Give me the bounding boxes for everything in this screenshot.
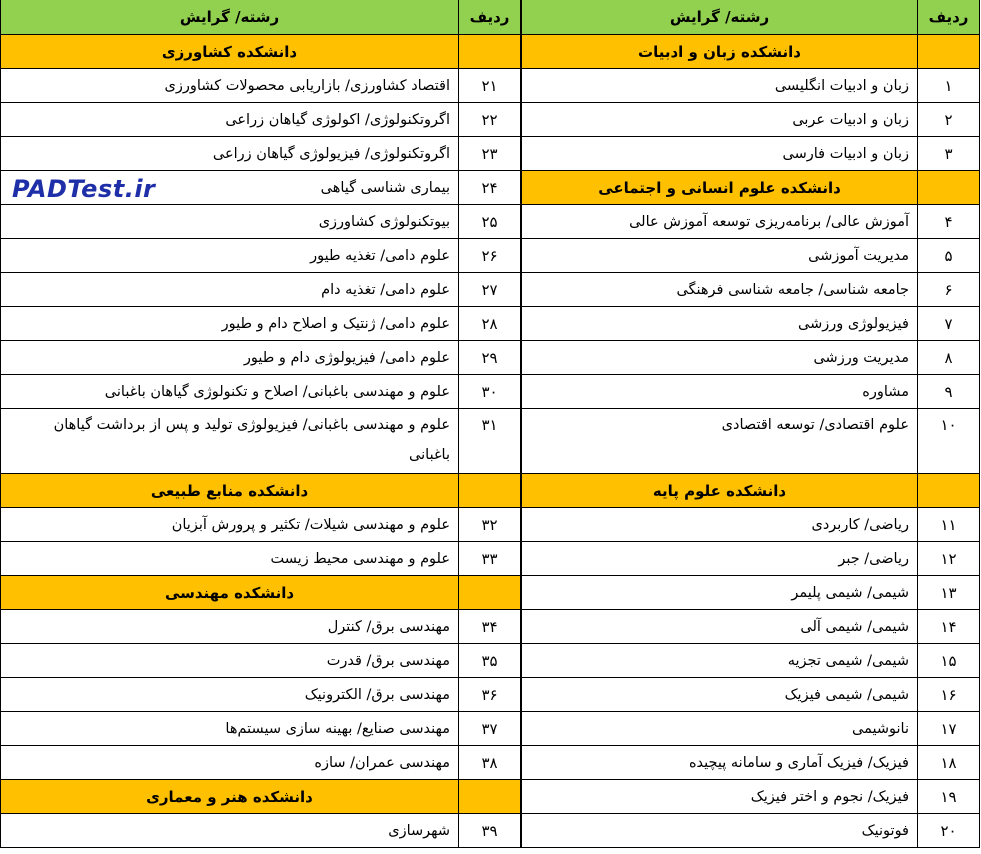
table-row-number-cell: ۱۲ [918,542,980,576]
table-row-field-cell: شیمی/ شیمی تجزیه [521,644,918,678]
table-row-field-cell: فیزیک/ فیزیک آماری و سامانه پیچیده [521,746,918,780]
table-row-number-cell: ۳۰ [459,375,521,409]
table-row-number-cell: ۷ [918,307,980,341]
table-row-number-cell: ۸ [918,341,980,375]
section-row-number-cell [918,35,980,69]
table-row-number-cell: ۱۶ [918,678,980,712]
faculty-section-title: دانشکده علوم پایه [521,474,918,508]
table-row-field-cell: شیمی/ شیمی فیزیک [521,678,918,712]
table-row-field-cell: علوم دامی/ فیزیولوژی دام و طیور [0,341,459,375]
table-row-number-cell: ۲ [918,103,980,137]
table-row-number-cell: ۱۴ [918,610,980,644]
table-row-number-cell: ۲۸ [459,307,521,341]
table-row-field-cell: فیزیولوژی ورزشی [521,307,918,341]
table-row-number-cell: ۹ [918,375,980,409]
table-row-field-cell: بیماری شناسی گیاهی [0,171,459,205]
table-row-number-cell: ۳۷ [459,712,521,746]
table-row-field-cell: علوم و مهندسی شیلات/ تکثیر و پرورش آبزیان [0,508,459,542]
table-row-field-cell: زبان و ادبیات عربی [521,103,918,137]
table-row-field-cell: مدیریت آموزشی [521,239,918,273]
table-row-field-cell: مدیریت ورزشی [521,341,918,375]
table-row-number-cell: ۲۵ [459,205,521,239]
faculty-section-title: دانشکده منابع طبیعی [0,474,459,508]
table-row-field-cell: علوم و مهندسی محیط زیست [0,542,459,576]
table-row-number-cell: ۱۳ [918,576,980,610]
table-row-field-cell: اقتصاد کشاورزی/ بازاریابی محصولات کشاورزی [0,69,459,103]
table-row-field-cell: جامعه شناسی/ جامعه شناسی فرهنگی [521,273,918,307]
table-row-number-cell: ۵ [918,239,980,273]
table-row-field-cell: مشاوره [521,375,918,409]
table-row-number-cell: ۲۲ [459,103,521,137]
right-table-column [521,0,980,848]
table-row-field-cell: علوم دامی/ تغذیه طیور [0,239,459,273]
table-row-field-cell: فوتونیک [521,814,918,848]
table-row-field-cell: علوم و مهندسی باغبانی/ فیزیولوژی تولید و پس از برداشت گیاهان باغبانی [0,409,459,474]
table-row-field-cell: مهندسی صنایع/ بهینه سازی سیستم‌ها [0,712,459,746]
table-row-field-cell: علوم دامی/ ژنتیک و اصلاح دام و طیور [0,307,459,341]
table-row-field-cell: مهندسی برق/ کنترل [0,610,459,644]
table-row-field-cell: شهرسازی [0,814,459,848]
table-row-field-cell: بیوتکنولوژی کشاورزی [0,205,459,239]
table-row-number-cell: ۳۲ [459,508,521,542]
table-row-field-cell: شیمی/ شیمی پلیمر [521,576,918,610]
table-row-number-cell: ۲۹ [459,341,521,375]
table-row-field-cell: علوم اقتصادی/ توسعه اقتصادی [521,409,918,474]
table-row-number-cell: ۲۰ [918,814,980,848]
table-row-field-cell: مهندسی عمران/ سازه [0,746,459,780]
section-row-number-cell [918,171,980,205]
table-row-number-cell: ۳۶ [459,678,521,712]
table-row-field-cell: ریاضی/ جبر [521,542,918,576]
table-row-number-cell: ۳۴ [459,610,521,644]
table-row-number-cell: ۳۵ [459,644,521,678]
table-row-field-cell: اگروتکنولوژی/ فیزیولوژی گیاهان زراعی [0,137,459,171]
faculty-section-title: دانشکده مهندسی [0,576,459,610]
table-row-number-cell: ۱۰ [918,409,980,474]
section-row-number-cell [918,474,980,508]
table-row-field-cell: مهندسی برق/ قدرت [0,644,459,678]
section-row-number-cell [459,576,521,610]
table-row-field-cell: نانوشیمی [521,712,918,746]
header-row: ردیف [459,0,521,35]
header-field: رشته/ گرایش [521,0,918,35]
table-row-number-cell: ۳۱ [459,409,521,474]
table-row-number-cell: ۳ [918,137,980,171]
table-row-number-cell: ۱۱ [918,508,980,542]
table-row-number-cell: ۲۳ [459,137,521,171]
table-row-number-cell: ۲۷ [459,273,521,307]
table-row-number-cell: ۱۹ [918,780,980,814]
section-row-number-cell [459,474,521,508]
table-row-number-cell: ۲۶ [459,239,521,273]
header-row: ردیف [918,0,980,35]
table-row-field-cell: فیزیک/ نجوم و اختر فیزیک [521,780,918,814]
table-row-field-cell: مهندسی برق/ الکترونیک [0,678,459,712]
table-row-number-cell: ۳۹ [459,814,521,848]
table-row-number-cell: ۴ [918,205,980,239]
table-row-number-cell: ۱۸ [918,746,980,780]
watermark-logo: PADTest.ir [12,175,156,203]
table-row-field-cell: اگروتکنولوژی/ اکولوژی گیاهان زراعی [0,103,459,137]
faculty-section-title: دانشکده کشاورزی [0,35,459,69]
table-row-field-cell: علوم دامی/ تغذیه دام [0,273,459,307]
table-row-number-cell: ۳۳ [459,542,521,576]
header-field: رشته/ گرایش [0,0,459,35]
table-row-number-cell: ۱ [918,69,980,103]
table-row-number-cell: ۱۷ [918,712,980,746]
table-row-number-cell: ۲۴ [459,171,521,205]
table-row-field-cell: شیمی/ شیمی آلی [521,610,918,644]
table-row-number-cell: ۳۸ [459,746,521,780]
faculty-section-title: دانشکده هنر و معماری [0,780,459,814]
section-row-number-cell [459,780,521,814]
faculty-section-title: دانشکده زبان و ادبیات [521,35,918,69]
table-row-number-cell: ۱۵ [918,644,980,678]
table-row-field-cell: آموزش عالی/ برنامه‌ریزی توسعه آموزش عالی [521,205,918,239]
table-row-number-cell: ۲۱ [459,69,521,103]
faculty-section-title: دانشکده علوم انسانی و اجتماعی [521,171,918,205]
table-row-field-cell: علوم و مهندسی باغبانی/ اصلاح و تکنولوژی گیاهان باغبانی [0,375,459,409]
table-row-field-cell: ریاضی/ کاربردی [521,508,918,542]
section-row-number-cell [459,35,521,69]
table-row-number-cell: ۶ [918,273,980,307]
table-row-field-cell: زبان و ادبیات فارسی [521,137,918,171]
table-row-field-cell: زبان و ادبیات انگلیسی [521,69,918,103]
